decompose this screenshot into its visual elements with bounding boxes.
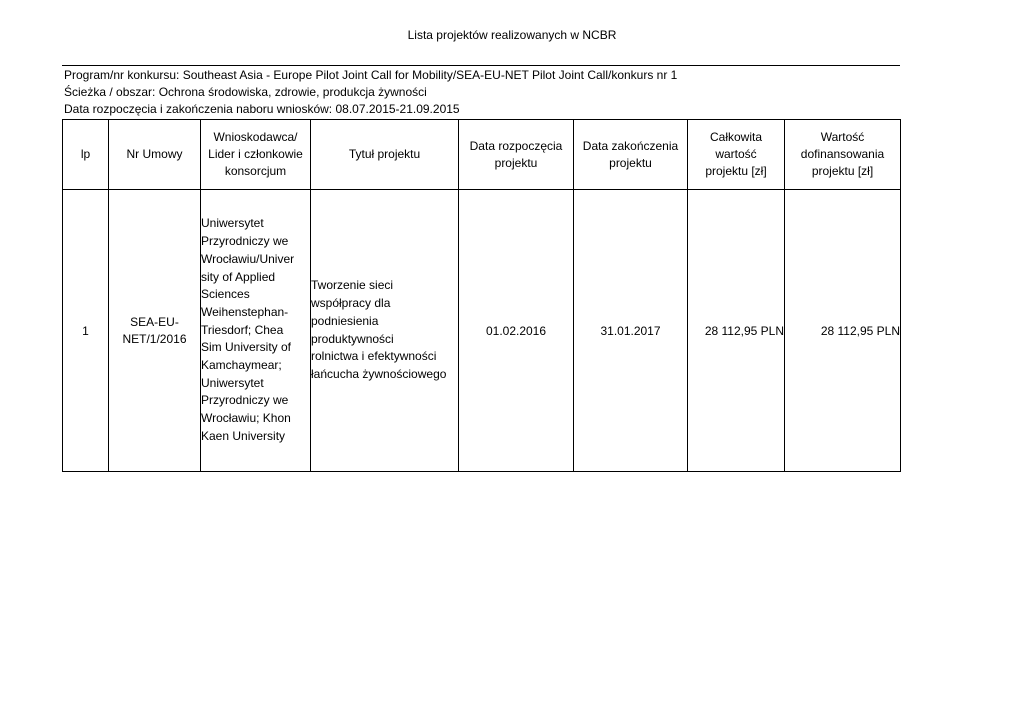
header-line: Data zakończenia [582, 138, 679, 153]
cell-line: podniesienia [311, 313, 379, 328]
table-row [63, 190, 901, 472]
cell-line: Uniwersytet [201, 216, 264, 231]
cell-line: współpracy dla [311, 296, 391, 311]
path-line: Ścieżka / obszar: Ochrona środowiska, zdrowie, produkcja żywności [64, 85, 427, 99]
col-header-lp: lp [63, 120, 109, 190]
col-header-calkowita-wartosc [688, 120, 785, 190]
program-line: Program/nr konkursu: Southeast Asia - Europe Pilot Joint Call for Mobility/SEA-EU-NET Pilot Joint Call/konkurs nr 1 [64, 68, 678, 82]
cell-line: Tworzenie sieci [311, 278, 394, 293]
cell-line: Przyrodniczy we [201, 393, 289, 408]
cell-line: Kamchaymear; [201, 358, 282, 373]
cell-line: Sim University of [201, 340, 292, 355]
document-title: Lista projektów realizowanych w NCBR [407, 28, 617, 42]
cell-line: sity of Applied [201, 269, 276, 284]
col-header-data-zakonczenia [574, 120, 688, 190]
col-header-wnioskodawca [201, 120, 311, 190]
cell-dofinansowanie: 28 112,95 PLN [785, 190, 901, 472]
cell-line: produktywności [311, 331, 394, 346]
cell-tytul [311, 190, 459, 472]
cell-line: łańcucha żywnościowego [311, 366, 447, 381]
header-row [63, 120, 901, 190]
cell-line: Wrocławiu/Univer [201, 251, 295, 266]
col-header-nr-umowy: Nr Umowy [109, 120, 201, 190]
header-line: Lider i członkowie [208, 147, 303, 161]
cell-line: Weihenstephan- [201, 304, 289, 319]
col-header-tytul: Tytuł projektu [311, 120, 459, 190]
col-header-data-rozpoczecia [459, 120, 574, 190]
dates-line: Data rozpoczęcia i zakończenia naboru wniosków: 08.07.2015-21.09.2015 [64, 102, 460, 116]
header-top-rule [62, 65, 900, 66]
cell-data-rozpoczecia: 01.02.2016 [459, 190, 574, 472]
header-line: dofinansowania [800, 147, 885, 161]
header-line: projektu [zł] [811, 164, 874, 178]
cell-line: Sciences [201, 287, 250, 302]
cell-line: Kaen University [201, 428, 286, 443]
header-line: projektu [zł] [705, 164, 767, 178]
cell-wnioskodawca [201, 190, 311, 472]
cell-line: Wrocławiu; Khon [201, 411, 291, 426]
cell-nr-umowy [109, 190, 201, 472]
header-line: Wartość [820, 130, 865, 144]
cell-line: Triesdorf; Chea [201, 322, 284, 337]
header-line: Data rozpoczęcia [469, 138, 563, 153]
cell-lp: 1 [63, 190, 109, 472]
header-line: projektu [494, 155, 538, 170]
cell-data-zakonczenia: 31.01.2017 [574, 190, 688, 472]
cell-line: Przyrodniczy we [201, 234, 289, 249]
col-header-dofinansowanie [785, 120, 901, 190]
header-line: projektu [609, 155, 652, 170]
header-line: Wnioskodawca/ [213, 130, 298, 144]
header-line: wartość [715, 147, 757, 161]
header-line: Całkowita [709, 130, 763, 144]
cell-calkowita-wartosc: 28 112,95 PLN [688, 190, 785, 472]
header-line: konsorcjum [224, 164, 287, 178]
projects-table [62, 119, 901, 472]
cell-line: rolnictwa i efektywności [311, 349, 437, 364]
cell-line: SEA-EU- [130, 314, 179, 329]
cell-line: Uniwersytet [201, 375, 264, 390]
cell-line: NET/1/2016 [122, 331, 187, 346]
